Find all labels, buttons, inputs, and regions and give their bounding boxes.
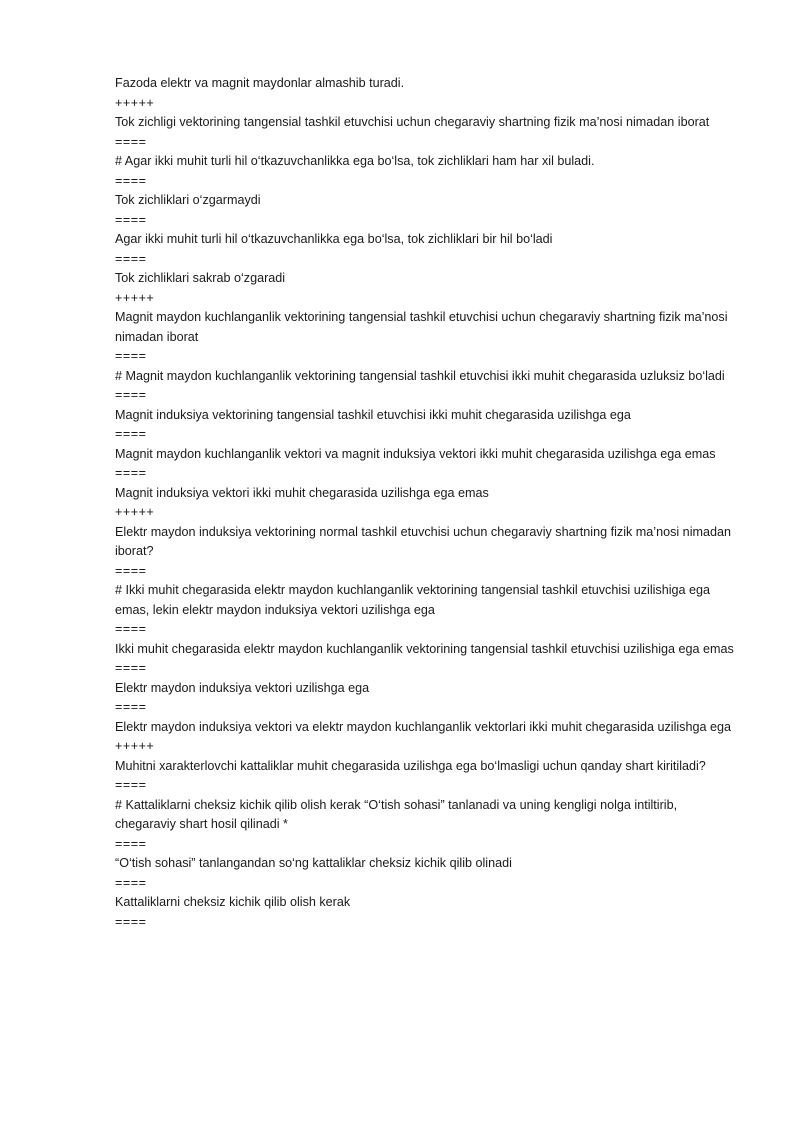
answer-option: Magnit induksiya vektorining tangensial tashkil etuvchisi ikki muhit chegarasida uzilishga ega bbox=[115, 407, 631, 422]
answer-separator: ==== bbox=[115, 349, 147, 363]
question-separator: +++++ bbox=[115, 290, 155, 305]
answer-separator: ==== bbox=[115, 173, 147, 188]
correct-answer: # Ikki muhit chegarasida elektr maydon kuchlanganlik vektorining tangensial tashkil etuvchisi uzilishiga ega emas, lekin elektr maydon induksiya vektori uzilishga ega bbox=[115, 583, 711, 617]
answer-option: “O‘tish sohasi” tanlangandan so‘ng kattaliklar cheksiz kichik qilib olinadi bbox=[115, 856, 512, 870]
answer-separator: ==== bbox=[115, 134, 147, 149]
answer-separator: ==== bbox=[115, 661, 147, 675]
answer-option: Elektr maydon induksiya vektori uzilishga ega bbox=[115, 680, 370, 695]
answer-separator: ==== bbox=[115, 427, 147, 441]
question-separator: +++++ bbox=[115, 95, 155, 110]
answer-separator: ==== bbox=[115, 700, 147, 714]
answer-separator: ==== bbox=[115, 836, 147, 851]
answer-separator: ==== bbox=[115, 388, 147, 402]
question-text: Elektr maydon induksiya vektorining normal tashkil etuvchisi uchun chegaraviy shartning fizik ma’nosi nimadan iborat? bbox=[115, 524, 731, 558]
correct-answer: # Magnit maydon kuchlanganlik vektorining tangensial tashkil etuvchisi ikki muhit chegarasida uzluksiz bo‘ladi bbox=[115, 368, 725, 383]
correct-answer: # Kattaliklarni cheksiz kichik qilib olish kerak “O‘tish sohasi” tanlanadi va uning kengligi nolga intiltirib, chegaraviy shart hosil qilinadi * bbox=[115, 797, 678, 831]
question-intro-line: Fazoda elektr va magnit maydonlar almashib turadi. bbox=[115, 76, 405, 90]
answer-option: Tok zichliklari sakrab o‘zgaradi bbox=[115, 271, 286, 285]
answer-option: Tok zichliklari o‘zgarmaydi bbox=[115, 193, 261, 207]
answer-separator: ==== bbox=[115, 212, 147, 227]
question-separator: +++++ bbox=[115, 739, 155, 753]
answer-separator: ==== bbox=[115, 778, 147, 792]
answer-separator: ==== bbox=[115, 875, 147, 890]
document-page bbox=[115, 74, 740, 932]
answer-option: Ikki muhit chegarasida elektr maydon kuchlanganlik vektorining tangensial tashkil etuvchisi uzilishiga ega emas bbox=[115, 641, 734, 656]
answer-option: Kattaliklarni cheksiz kichik qilib olish kerak bbox=[115, 895, 351, 909]
answer-separator: ==== bbox=[115, 914, 147, 929]
answer-option: Agar ikki muhit turli hil o‘tkazuvchanlikka ega bo‘lsa, tok zichliklari bir hil bo‘ladi bbox=[115, 232, 553, 246]
question-text: Muhitni xarakterlovchi kattaliklar muhit chegarasida uzilishga ega bo‘lmasligi uchun qanday shart kiritiladi? bbox=[115, 758, 706, 773]
question-separator: +++++ bbox=[115, 505, 155, 519]
answer-option: Elektr maydon induksiya vektori va elektr maydon kuchlanganlik vektorlari ikki muhit chegarasida uzilishga ega bbox=[115, 719, 731, 734]
correct-answer: # Agar ikki muhit turli hil o‘tkazuvchanlikka ega bo‘lsa, tok zichliklari ham har xil buladi. bbox=[115, 154, 595, 168]
answer-option: Magnit induksiya vektori ikki muhit chegarasida uzilishga ega emas bbox=[115, 485, 489, 500]
answer-separator: ==== bbox=[115, 563, 147, 578]
answer-option: Magnit maydon kuchlanganlik vektori va magnit induksiya vektori ikki muhit chegarasida uzilishga ega emas bbox=[115, 446, 716, 461]
answer-separator: ==== bbox=[115, 622, 147, 636]
answer-separator: ==== bbox=[115, 466, 147, 480]
question-text: Magnit maydon kuchlanganlik vektorining tangensial tashkil etuvchisi uchun chegaraviy shartning fizik ma’nosi nimadan iborat bbox=[115, 310, 728, 344]
question-text: Tok zichligi vektorining tangensial tashkil etuvchisi uchun chegaraviy shartning fizik ma’nosi nimadan iborat bbox=[115, 115, 710, 129]
answer-separator: ==== bbox=[115, 251, 147, 266]
